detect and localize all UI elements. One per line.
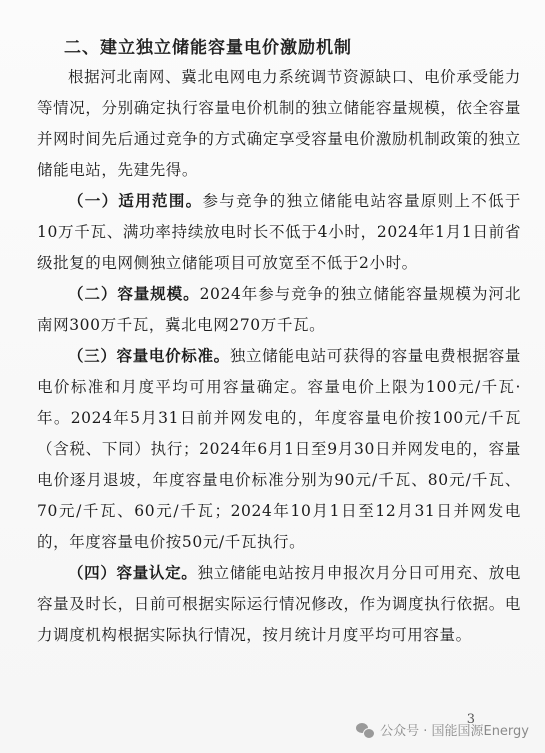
paragraph-lead: （二）容量规模。 <box>68 285 200 303</box>
section-heading: 二、建立独立储能容量电价激励机制 <box>64 38 352 58</box>
page-number: 3 <box>466 712 475 727</box>
wechat-icon <box>356 722 374 738</box>
paragraph-text: 独立储能电站可获得的容量电费根据容量电价标准和月度平均可用容量确定。容量电价上限为100元/千瓦·年。2024年5月31日前并网发电的，年度容量电价按100元/千瓦（含税、下同）执行；2024年6月1日至9月30日并网发电的，容量电价逐月退坡，年度容量电价标准分别为90元/千瓦、80元/千瓦、70元/千瓦、60元/千瓦；2024年10月1日至12月31日并网发电的，年度容量电价按50元/千瓦执行。 <box>37 347 521 551</box>
paragraph-scope <box>37 186 521 279</box>
paragraph-text: 根据河北南网、冀北电网电力系统调节资源缺口、电价承受能力等情况，分别确定执行容量电价机制的独立储能容量规模，依全容量并网时间先后通过竞争的方式确定享受容量电价激励机制政策的独立储能电站，先建先得。 <box>37 68 521 179</box>
paragraph-price-standard <box>37 341 521 558</box>
paragraph-lead: （四）容量认定。 <box>68 564 198 582</box>
paragraph-lead: （三）容量电价标准。 <box>68 347 230 365</box>
footer-label: 公众号 · 国能国源Energy <box>380 724 529 739</box>
paragraph-text: 独立储能电站按月申报次月分日可用充、放电容量及时长，日前可根据实际运行情况修改，作为调度执行依据。电力调度机构根据实际执行情况，按月统计月度平均可用容量。 <box>37 564 521 644</box>
paragraph-text: 2024年参与竞争的独立储能容量规模为河北南网300万千瓦，冀北电网270万千瓦。 <box>37 285 521 334</box>
watermark-footer <box>356 720 529 739</box>
paragraph-capacity-scale <box>37 279 521 341</box>
paragraph-text: 参与竞争的独立储能电站容量原则上不低于10万千瓦、满功率持续放电时长不低于4小时，2024年1月1日前省级批复的电网侧独立储能项目可放宽至不低于2小时。 <box>37 192 521 272</box>
body-text <box>37 62 521 651</box>
paragraph-capacity-recognition <box>37 558 521 651</box>
paragraph-intro <box>37 62 521 186</box>
paragraph-lead: （一）适用范围。 <box>68 192 203 210</box>
